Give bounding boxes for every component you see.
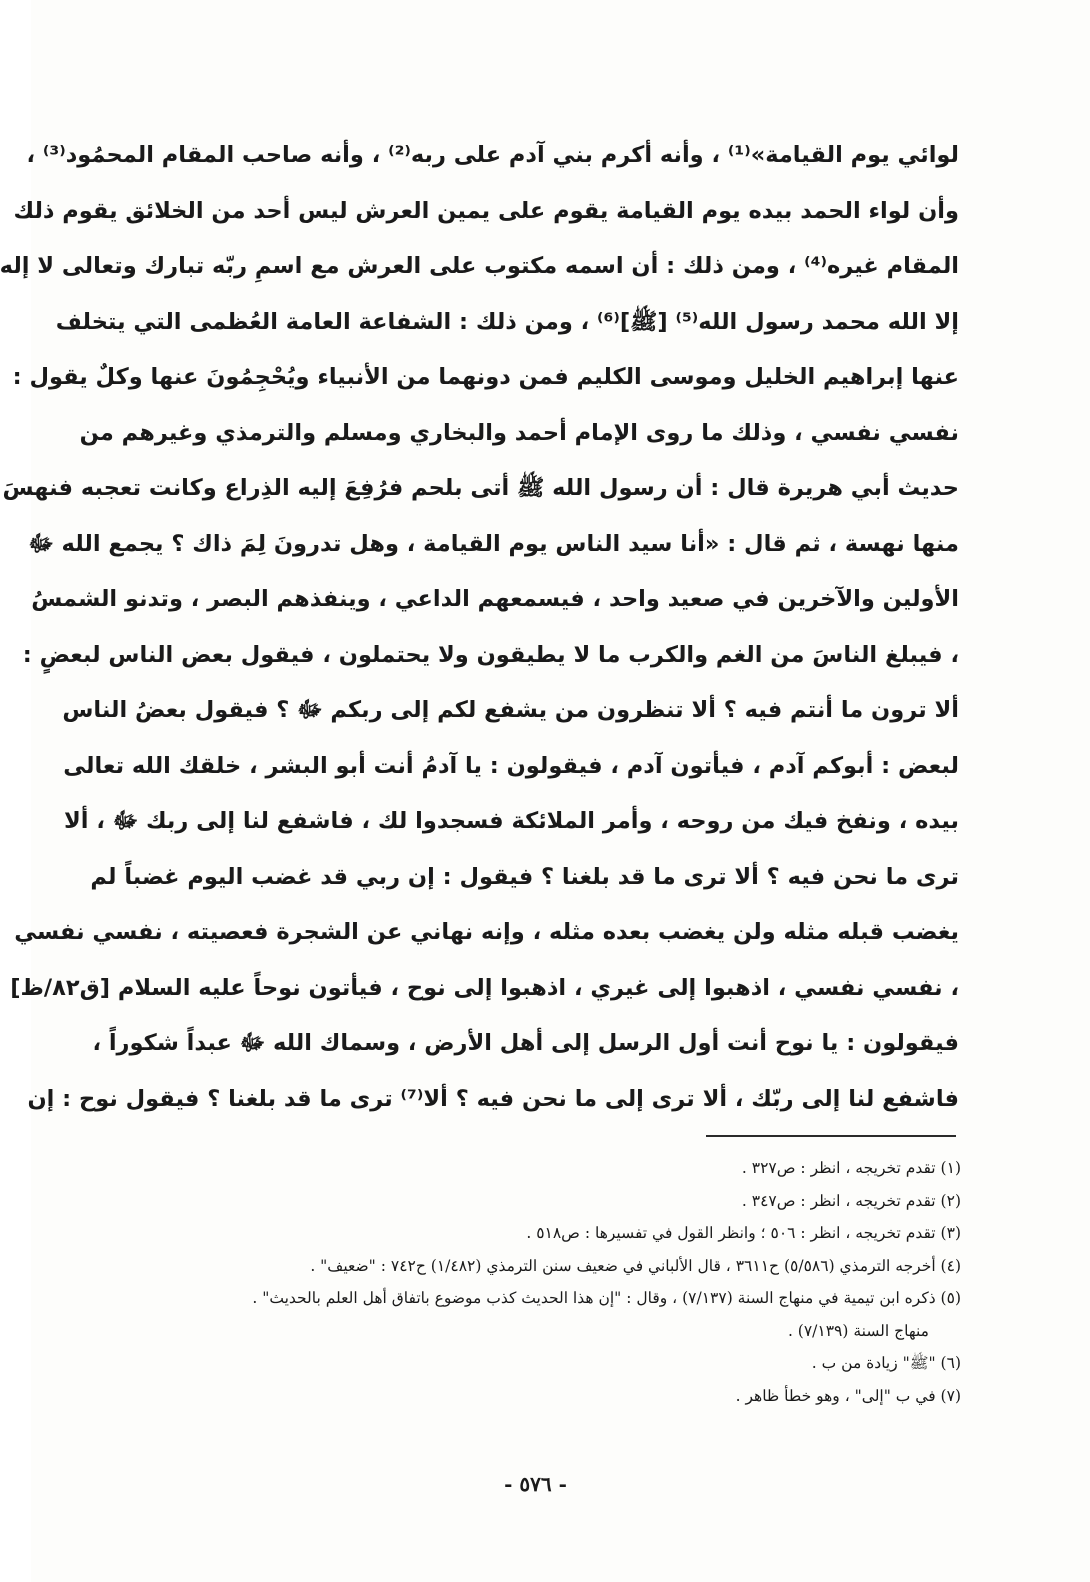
- footnote: (٢) تقدم تخريجه ، انظر : ص٣٤٧ .: [741, 1191, 961, 1210]
- text-line: ، فيبلغ الناسَ من الغم والكرب ما لا يطيقون ولا يحتملون ، فيقول بعض الناس لبعضٍ :: [22, 641, 959, 668]
- text-line: ألا ترون ما أنتم فيه ؟ ألا تنظرون من يشفع لكم إلى ربكم ﷻ ؟ فيقول بعضُ الناس: [62, 697, 959, 723]
- main-text-block: [0, 128, 959, 1127]
- footnote: (٣) تقدم تخريجه ، انظر : ٥٠٦ ؛ وانظر القول في تفسيرها : ص٥١٨ .: [526, 1224, 961, 1242]
- footnote: (٦) "ﷺ" زيادة من ب .: [811, 1354, 961, 1372]
- text-line: بيده ، ونفخ فيك من روحه ، وأمر الملائكة فسجدوا لك ، فاشفع لنا إلى ربك ﷻ ، ألا: [64, 808, 959, 834]
- text-line: حديث أبي هريرة قال : أن رسول الله ﷺ أتى بلحم فرُفِعَ إليه الذِراع وكانت تعجبه فنهسَ: [2, 475, 959, 501]
- page-number: - ٥٧٦ -: [504, 1472, 567, 1496]
- text-line: لبعض : أبوكم آدم ، فيأتون آدم ، فيقولون : يا آدمُ أنت أبو البشر ، خلقك الله تعالى: [63, 752, 959, 779]
- footnote: (١) تقدم تخريجه ، انظر : ص٣٢٧ .: [741, 1159, 961, 1177]
- footnote: (٤) أخرجه الترمذي (٥/٥٨٦) ح٣٦١١ ، قال الألباني في ضعيف سنن الترمذي (١/٤٨٢) ح٧٤٢ : "ضعيف" .: [310, 1256, 961, 1275]
- text-line: فيقولون : يا نوح أنت أول الرسل إلى أهل الأرض ، وسماك الله ﷻ عبداً شكوراً ،: [92, 1030, 959, 1056]
- text-line: لوائي يوم القيامة»⁽¹⁾ ، وأنه أكرم بني آدم على ربه⁽²⁾ ، وأنه صاحب المقام المحمُود⁽³⁾ ،: [26, 142, 959, 168]
- text-line: وأن لواء الحمد بيده يوم القيامة يقوم على يمين العرش ليس أحد من الخلائق يقوم ذلك: [13, 197, 959, 224]
- footnote: (٧) في ب "إلى" ، وهو خطأ ظاهر .: [735, 1386, 961, 1405]
- footnotes-block: [181, 1152, 961, 1412]
- text-line: ترى ما نحن فيه ؟ ألا ترى ما قد بلغنا ؟ فيقول : إن ربي قد غضب اليوم غضباً لم: [90, 863, 959, 890]
- text-line: فاشفع لنا إلى ربّك ، ألا ترى إلى ما نحن فيه ؟ ألا⁽⁷⁾ ترى ما قد بلغنا ؟ فيقول نوح : إن: [27, 1085, 959, 1112]
- text-line: المقام غيره⁽⁴⁾ ، ومن ذلك : أن اسمه مكتوب على العرش مع اسمِ ربّه تبارك وتعالى لا إله: [0, 253, 959, 279]
- footnote-continuation: منهاج السنة (٧/١٣٩) .: [787, 1321, 929, 1340]
- text-line: منها نهسة ، ثم قال : «أنا سيد الناس يوم القيامة ، وهل تدرونَ لِمَ ذاك ؟ يجمع الله ﷻ: [28, 530, 959, 557]
- text-line: الأولين والآخرين في صعيد واحد ، فيسمعهم الداعي ، وينفذهم البصر ، وتدنو الشمسُ: [31, 586, 959, 612]
- footnote: (٥) ذكره ابن تيمية في منهاج السنة (٧/١٣٧) ، وقال : "إن هذا الحديث كذب موضوع باتفاق أهل العلم بالحديث" .: [252, 1289, 961, 1307]
- text-line: يغضب قبله مثله ولن يغضب بعده مثله ، وإنه نهاني عن الشجرة فعصيته ، نفسي نفسي: [14, 919, 959, 945]
- footnote-divider: [706, 1135, 956, 1137]
- text-line: ، نفسي نفسي ، اذهبوا إلى غيري ، اذهبوا إلى نوح ، فيأتون نوحاً عليه السلام [ق٨٢/ظ]: [10, 974, 959, 1001]
- text-line: إلا الله محمد رسول الله⁽⁵⁾ [ﷺ]⁽⁶⁾ ، ومن ذلك : الشفاعة العامة العُظمى التي يتخلف: [55, 308, 959, 335]
- text-line: نفسي نفسي ، وذلك ما روى الإمام أحمد والبخاري ومسلم والترمذي وغيرهم من: [79, 419, 959, 446]
- text-line: عنها إبراهيم الخليل وموسى الكليم فمن دونهما من الأنبياء ويُحْجِمُونَ عنها وكلٌ يقول :: [12, 364, 959, 390]
